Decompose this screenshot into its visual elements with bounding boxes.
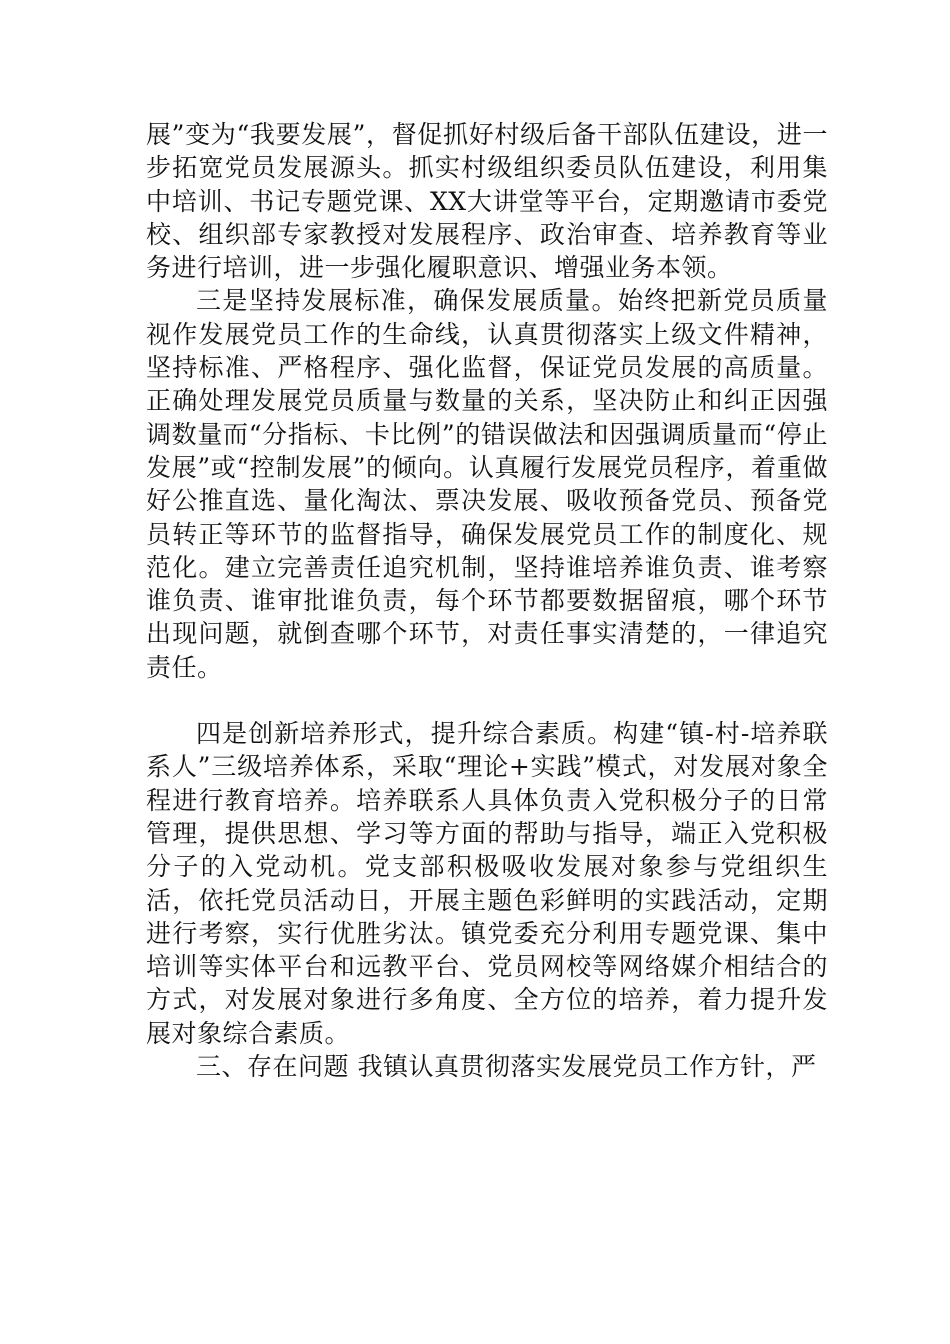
- paragraph-development-standards: 三是坚持发展标准，确保发展质量。始终把新党员质量视作发展党员工作的生命线，认真贯彻落实上级文件精神，坚持标准、严格程序、强化监督，保证党员发展的高质量。正确处理发展党员质量与数量的关系，坚决防止和纠正因强调数量而“分指标、卡比例”的错误做法和因强调质量而“停止发展”或“控制发展”的倾向。认真履行发展党员程序，着重做好公推直选、量化淘汰、票决发展、吸收预备党员、预备党员转正等环节的监督指导，确保发展党员工作的制度化、规范化。建立完善责任追究机制，坚持谁培养谁负责、谁考察谁负责、谁审批谁负责，每个环节都要数据留痕，哪个环节出现问题，就倒查哪个环节，对责任事实清楚的，一律追究责任。: [146, 286, 828, 682]
- paragraph-recruitment-source: 展”变为“我要发展”，督促抓好村级后备干部队伍建设，进一步拓宽党员发展源头。抓实村级组织委员队伍建设，利用集中培训、书记专题党课、XX大讲堂等平台，定期邀请市委党校、组织部专家教授对发展程序、政治审查、培养教育等业务进行培训，进一步强化履职意识、增强业务本领。: [146, 120, 828, 283]
- document-page: [146, 118, 828, 1083]
- paragraph-training-innovation: 四是创新培养形式，提升综合素质。构建“镇-村-培养联系人”三级培养体系，采取“理论+实践”模式，对发展对象全程进行教育培养。培养联系人具体负责入党积极分子的日常管理，提供思想、学习等方面的帮助与指导，端正入党积极分子的入党动机。党支部积极吸收发展对象参与党组织生活，依托党员活动日，开展主题色彩鲜明的实践活动，定期进行考察，实行优胜劣汰。镇党委充分利用专题党课、集中培训等实体平台和远教平台、党员网校等网络媒介相结合的方式，对发展对象进行多角度、全方位的培养，着力提升发展对象综合素质。: [146, 719, 828, 1048]
- paragraph-existing-problems: 三、存在问题 我镇认真贯彻落实发展党员工作方针，严: [196, 1052, 817, 1082]
